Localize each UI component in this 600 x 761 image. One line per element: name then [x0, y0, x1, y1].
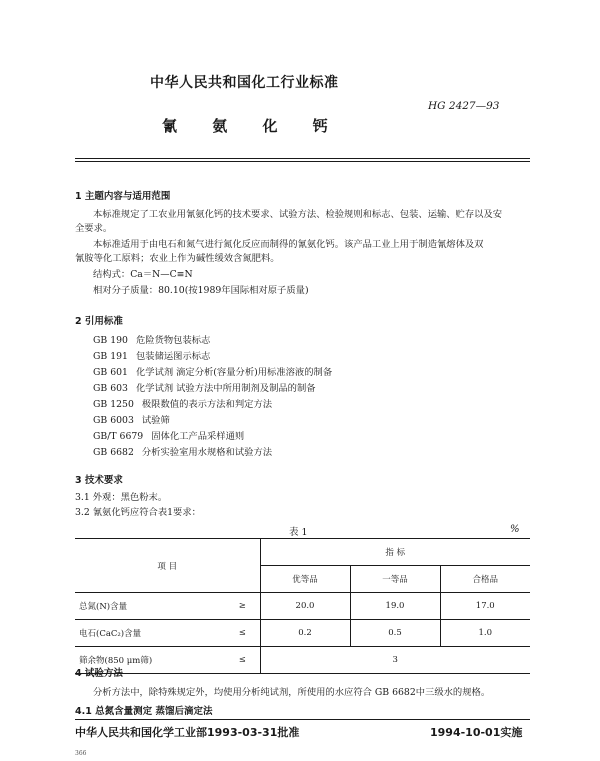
section-2-heading: 2 引用标准 [75, 316, 123, 327]
reference-code: GB 6003 [93, 415, 134, 426]
reference-item [93, 414, 332, 430]
reference-title: 分析实验室用水规格和试验方法 [141, 447, 273, 458]
section-1-para-2-line-1: 本标准适用于由电石和氮气进行氮化反应而制得的氰氨化钙。该产品工业上用于制造氰熔体及双 [93, 239, 484, 250]
reference-item [93, 382, 332, 398]
molecular-mass: 相对分子质量：80.10(按1989年国际相对原子质量) [93, 285, 309, 296]
page-number: 366 [75, 750, 87, 757]
reference-title: 固体化工产品采样通则 [151, 431, 245, 442]
grade-premium: 优等品 [260, 566, 350, 593]
header-rule-bottom [75, 161, 530, 162]
reference-title: 极限数值的表示方法和判定方法 [141, 399, 273, 410]
approval-line: 中华人民共和国化学工业部1993-03-31批准 [75, 726, 300, 739]
section-4-para: 分析方法中，除特殊规定外，均使用分析纯试剂，所使用的水应符合 GB 6682中三级水的规格。 [93, 687, 491, 698]
table-caption: 表 1 [289, 527, 308, 538]
reference-item [93, 334, 332, 350]
reference-title: 试验筛 [141, 415, 170, 426]
standard-type: 中华人民共和国化工行业标准 [150, 75, 339, 91]
row-operator: ≤ [225, 620, 260, 647]
row-value-first: 0.5 [350, 620, 440, 647]
reference-code: GB 190 [93, 335, 128, 346]
grade-qualified: 合格品 [440, 566, 530, 593]
reference-item [93, 430, 332, 446]
row-value-qualified: 17.0 [440, 593, 530, 620]
header-item: 项 目 [75, 539, 260, 593]
reference-item [93, 398, 332, 414]
grade-first: 一等品 [350, 566, 440, 593]
reference-code: GB 1250 [93, 399, 134, 410]
reference-code: GB/T 6679 [93, 431, 144, 442]
header-rule-top [75, 158, 530, 159]
row-label: 筛余物(850 μm筛) [79, 656, 153, 666]
table-row [75, 647, 530, 674]
item-4-1: 4.1 总氮含量测定 蒸馏后滴定法 [75, 706, 213, 717]
reference-title: 危险货物包装标志 [135, 335, 211, 346]
section-3-heading: 3 技术要求 [75, 475, 123, 486]
structural-formula: 结构式：Ca＝N—C≡N [93, 269, 193, 280]
table-row [75, 593, 530, 620]
row-value-qualified: 1.0 [440, 620, 530, 647]
spec-table [75, 538, 530, 674]
reference-item [93, 446, 332, 462]
reference-item [93, 350, 332, 366]
item-3-1: 3.1 外观：黑色粉末。 [75, 492, 168, 503]
section-1-heading: 1 主题内容与适用范围 [75, 191, 171, 202]
table-row [75, 620, 530, 647]
standard-code: HG 2427—93 [428, 100, 500, 112]
reference-title: 包装储运图示标志 [135, 351, 211, 362]
row-label: 总氮(N)含量 [75, 593, 225, 620]
reference-code: GB 603 [93, 383, 128, 394]
reference-code: GB 6682 [93, 447, 134, 458]
reference-item [93, 366, 332, 382]
section-1-para-2-line-2: 氰胺等化工原料；农业上作为碱性缓效含氮肥料。 [75, 253, 280, 264]
reference-code: GB 191 [93, 351, 128, 362]
item-3-2: 3.2 氰氨化钙应符合表1要求： [75, 507, 201, 518]
section-1-para-1-line-1: 本标准规定了工农业用氰氨化钙的技术要求、试验方法、检验规则和标志、包装、运输、贮存以及安 [93, 209, 503, 220]
row-value-merged: 3 [392, 655, 398, 665]
row-value-premium: 20.0 [260, 593, 350, 620]
row-operator: ≤ [225, 647, 260, 674]
row-label: 电石(CaC₂)含量 [75, 620, 225, 647]
row-value-premium: 0.2 [260, 620, 350, 647]
section-4-heading: 4 试验方法 [75, 668, 123, 679]
table-header-row [75, 539, 530, 566]
effective-date: 1994-10-01实施 [430, 726, 523, 739]
reference-list [93, 334, 332, 462]
reference-title: 化学试剂 滴定分析(容量分析)用标准溶液的制备 [135, 367, 333, 378]
reference-title: 化学试剂 试验方法中所用制剂及制品的制备 [135, 383, 316, 394]
document-title: 氰 氨 化 钙 [162, 117, 329, 135]
section-1-para-1-line-2: 全要求。 [75, 223, 113, 234]
row-operator: ≥ [225, 593, 260, 620]
header-index: 指 标 [260, 539, 530, 566]
footer-rule [75, 719, 530, 720]
reference-code: GB 601 [93, 367, 128, 378]
row-value-first: 19.0 [350, 593, 440, 620]
table-unit: % [510, 524, 520, 535]
